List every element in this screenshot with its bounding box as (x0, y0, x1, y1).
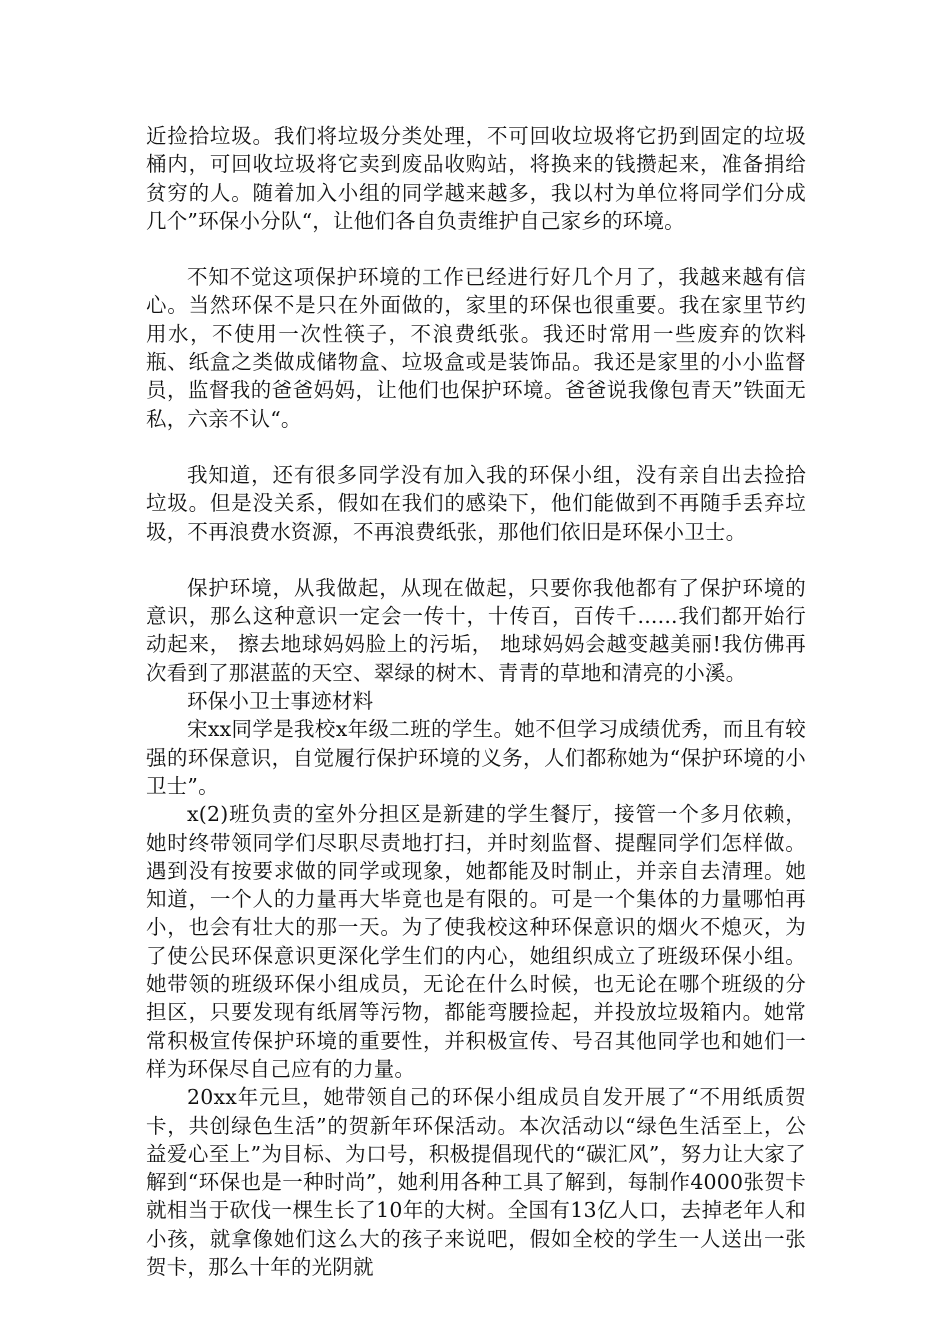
paragraph-2: 不知不觉这项保护环境的工作已经进行好几个月了，我越来越有信心。当然环保不是只在外面做的，家里的环保也很重要。我在家里节约用水，不使用一次性筷子，不浪费纸张。我还时常用一些废弃的饮料瓶、纸盒之类做成储物盒、垃圾盒或是装饰品。我还是家里的小小监督员，监督我的爸爸妈妈，让他们也保护环境。爸爸说我像包青天”铁面无私，六亲不认“。 (146, 265, 806, 431)
document-body (146, 122, 806, 1281)
section-heading: 环保小卫士事迹材料 (187, 689, 374, 714)
paragraph-3: 我知道，还有很多同学没有加入我的环保小组，没有亲自出去捡拾垃圾。但是没关系，假如在我们的感染下，他们能做到不再随手丢弃垃圾，不再浪费水资源，不再浪费纸张，那他们依旧是环保小卫士。 (146, 462, 806, 544)
paragraph-1: 近捡拾垃圾。我们将垃圾分类处理，不可回收垃圾将它扔到固定的垃圾桶内，可回收垃圾将它卖到废品收购站，将换来的钱攒起来，准备捐给贫穷的人。随着加入小组的同学越来越多，我以村为单位将同学们分成几个”环保小分队“，让他们各自负责维护自己家乡的环境。 (146, 124, 806, 233)
paragraph-7: 20xx年元旦，她带领自己的环保小组成员自发开展了“不用纸质贺卡，共创绿色生活”的贺新年环保活动。本次活动以“绿色生活至上，公益爱心至上”为目标、为口号，积极提倡现代的“碳汇风”，努力让大家了解到“环保也是一种时尚”，她利用各种工具了解到，每制作4000张贺卡就相当于砍伐一棵生长了10年的大树。全国有13亿人口，去掉老年人和小孩，就拿像她们这么大的孩子来说吧，假如全校的学生一人送出一张贺卡，那么十年的光阴就 (146, 1085, 806, 1279)
paragraph-6: x(2)班负责的室外分担区是新建的学生餐厅，接管一个多月依赖，她时终带领同学们尽职尽责地打扫，并时刻监督、提醒同学们怎样做。遇到没有按要求做的同学或现象，她都能及时制止，并亲自去清理。她知道，一个人的力量再大毕竟也是有限的。可是一个集体的力量哪怕再小，也会有壮大的那一天。为了使我校这种环保意识的烟火不熄灭，为了使公民环保意识更深化学生们的内心，她组织成立了班级环保小组。她带领的班级环保小组成员，无论在什么时候，也无论在哪个班级的分担区，只要发现有纸屑等污物，都能弯腰捡起，并投放垃圾箱内。她常常积极宣传保护环境的重要性，并积极宣传、号召其他同学也和她们一样为环保尽自己应有的力量。 (146, 802, 806, 1081)
paragraph-4: 保护环境，从我做起，从现在做起，只要你我他都有了保护环境的意识，那么这种意识一定会一传十，十传百，百传千......我们都开始行动起来， 擦去地球妈妈脸上的污垢， 地球妈妈会越变越美丽!我仿佛再次看到了那湛蓝的天空、翠绿的树木、青青的草地和清亮的小溪。 (146, 575, 806, 685)
paragraph-5: 宋xx同学是我校x年级二班的学生。她不但学习成绩优秀，而且有较强的环保意识，自觉履行保护环境的义务，人们都称她为“保护环境的小卫士”。 (146, 717, 806, 798)
